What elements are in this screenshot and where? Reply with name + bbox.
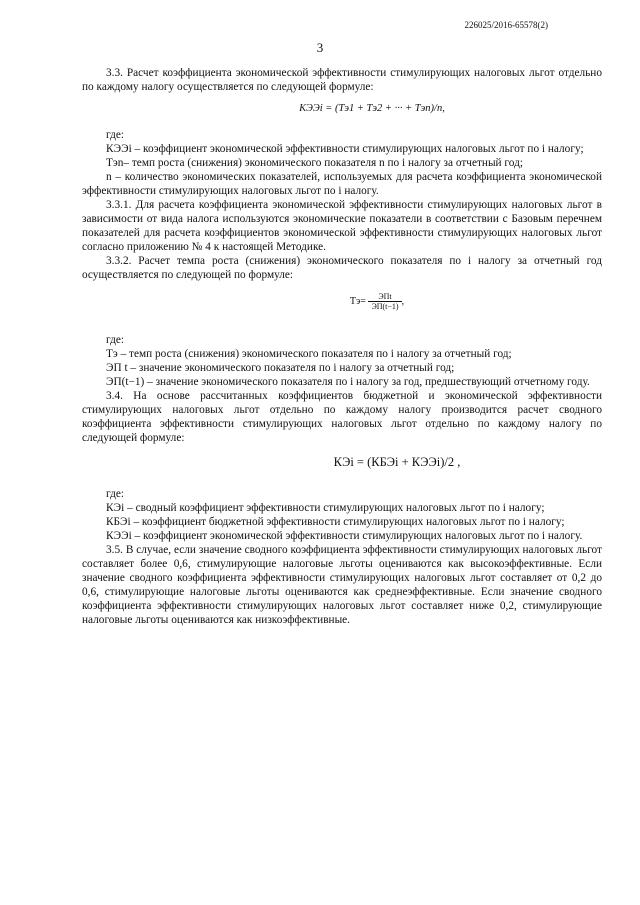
- document-body: [82, 66, 602, 627]
- formula-te: [82, 292, 602, 311]
- section-3-4-intro: 3.4. На основе рассчитанных коэффициентов бюджетной и экономической эффективности стимулирующих налоговых льгот отдельно по каждому налогу производится расчет сводного коэффициента эффективности стимулирующих налоговых льгот отдельно по каждому налогу по следующей формуле:: [82, 390, 602, 444]
- formula-te-fraction: [368, 292, 401, 311]
- where-label: где:: [106, 488, 124, 500]
- page-number: 3: [316, 40, 324, 55]
- section-3-3-2-intro: 3.3.2. Расчет темпа роста (снижения) экономического показателя по i налогу за отчетный год осуществляется по следующей по формуле:: [82, 255, 602, 281]
- formula-te-tail: ,: [401, 295, 405, 307]
- where-label: где:: [106, 129, 124, 141]
- definition-ep-t-1: ЭП(t−1) – значение экономического показателя по i налогу за год, предшествующий отчетному году.: [106, 376, 590, 388]
- definition-ke: КЭi – сводный коэффициент эффективности стимулирующих налоговых льгот по i налогу;: [106, 502, 545, 514]
- definition-kee-2: КЭЭi – коэффициент экономической эффективности стимулирующих налоговых льгот по i налогу.: [106, 530, 583, 542]
- formula-te-lhs: Тэ=: [349, 295, 366, 307]
- formula-te-numerator: ЭПt: [368, 292, 401, 302]
- where-label: где:: [106, 334, 124, 346]
- definition-n: n – количество экономических показателей, используемых для расчета коэффициента экономической эффективности стимулирующих налоговых льгот по i налогу.: [82, 171, 602, 197]
- section-3-5: 3.5. В случае, если значение сводного коэффициента эффективности стимулирующих налоговых льгот составляет более 0,6, стимулирующие налоговые льготы оцениваются как высокоэффективные. Если значение сводного коэффициента эффективности стимулирующих налоговых льгот составляет от 0,2 до 0,6, стимулирующие налоговые льготы оцениваются как среднеэффективные. Если значение сводного коэффициента эффективности стимулирующих налоговых льгот составляет ниже 0,2, стимулирующие налоговые льготы оцениваются как низкоэффективные.: [82, 544, 602, 626]
- formula-kee: КЭЭi = (Тэ1 + Тэ2 + ··· + Тэn)/n,: [299, 103, 445, 114]
- definition-kee: КЭЭi – коэффициент экономической эффективности стимулирующих налоговых льгот по i налогу;: [106, 143, 584, 155]
- definition-ep-t: ЭП t – значение экономического показателя по i налогу за отчетный год;: [106, 362, 455, 374]
- section-3-3-1: 3.3.1. Для расчета коэффициента экономической эффективности стимулирующих налоговых льгот в зависимости от вида налога используются экономические показатели в соответствии с Базовым перечнем показателей для расчета коэффициентов экономической эффективности стимулирующих налоговых льгот согласно приложению № 4 к настоящей Методике.: [82, 199, 602, 253]
- formula-ke: КЭi = (КБЭi + КЭЭi)/2 ,: [333, 455, 461, 469]
- formula-te-denominator: ЭП(t−1): [371, 302, 399, 311]
- definition-te: Тэ – темп роста (снижения) экономического показателя по i налогу за отчетный год;: [106, 348, 512, 360]
- definition-ten: Тэn– темп роста (снижения) экономического показателя n по i налогу за отчетный год;: [106, 157, 523, 169]
- definition-kbe: КБЭi – коэффициент бюджетной эффективности стимулирующих налоговых льгот по i налогу;: [106, 516, 565, 528]
- section-3-3-intro: 3.3. Расчет коэффициента экономической эффективности стимулирующих налоговых льгот отдельно по каждому налогу осуществляется по следующей формуле:: [82, 67, 602, 93]
- document-id: 226025/2016-65578(2): [464, 20, 548, 30]
